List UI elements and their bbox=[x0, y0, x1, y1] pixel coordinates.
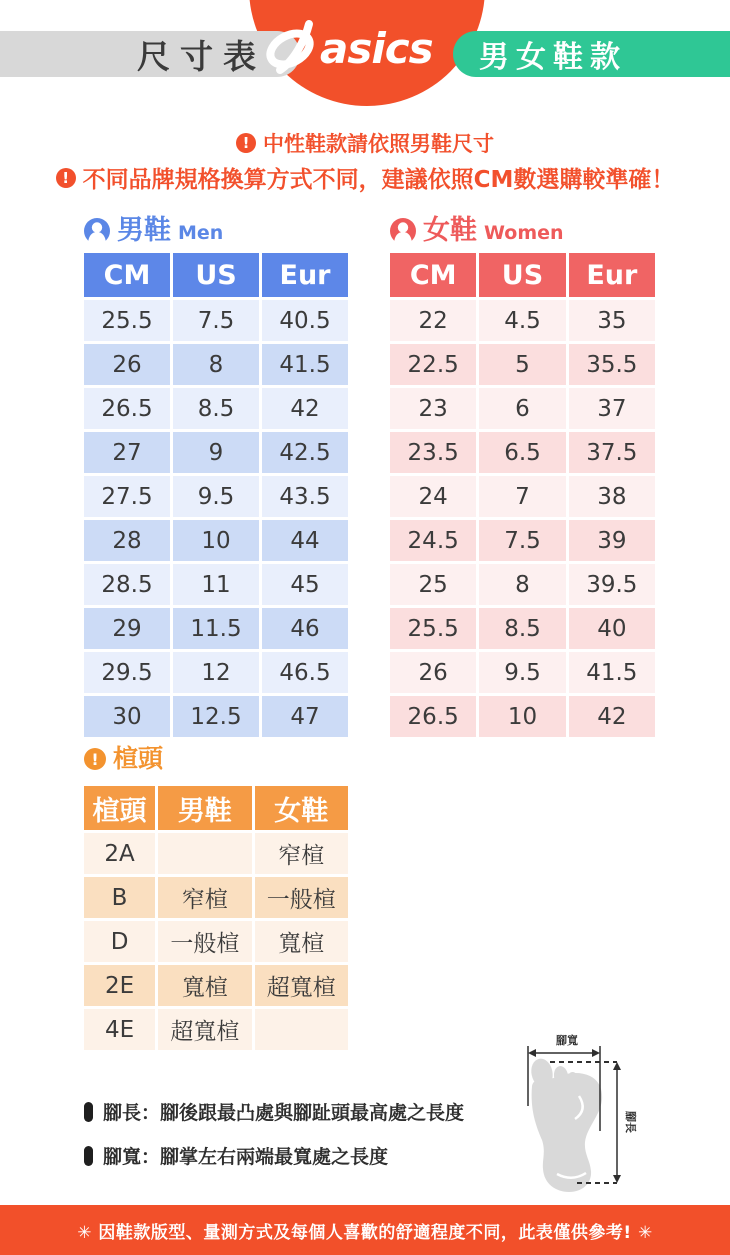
table-cell: 29 bbox=[84, 608, 170, 649]
table-cell: 超寬楦 bbox=[255, 965, 348, 1006]
table-cell: 26 bbox=[390, 652, 476, 693]
table-cell: 29.5 bbox=[84, 652, 170, 693]
table-row bbox=[84, 564, 348, 605]
women-title-zh: 女鞋 bbox=[423, 215, 477, 246]
table-cell: 窄楦 bbox=[255, 833, 348, 874]
table-cell: 8.5 bbox=[479, 608, 565, 649]
table-row bbox=[84, 1009, 348, 1050]
exclamation-icon: ! bbox=[84, 748, 106, 770]
table-cell: 11 bbox=[173, 564, 259, 605]
men-title-zh: 男鞋 bbox=[117, 215, 171, 246]
table-cell: 12 bbox=[173, 652, 259, 693]
table-row bbox=[390, 520, 655, 561]
table-header-row bbox=[390, 253, 655, 297]
foot-length-note bbox=[84, 1098, 464, 1125]
table-row bbox=[390, 608, 655, 649]
table-cell: 42 bbox=[569, 696, 655, 737]
column-header: 男鞋 bbox=[158, 786, 251, 830]
length-label: 腳長 bbox=[624, 1111, 637, 1133]
table-row bbox=[390, 652, 655, 693]
table-cell: 35 bbox=[569, 300, 655, 341]
table-cell: 25 bbox=[390, 564, 476, 605]
table-row bbox=[390, 300, 655, 341]
men-section-title bbox=[84, 215, 224, 246]
table-cell: 25.5 bbox=[390, 608, 476, 649]
table-row bbox=[84, 877, 348, 918]
table-header-row bbox=[84, 786, 348, 830]
asics-spiral-icon bbox=[265, 24, 315, 71]
table-row bbox=[84, 520, 348, 561]
table-cell: 26 bbox=[84, 344, 170, 385]
table-row bbox=[84, 696, 348, 737]
table-cell: 37.5 bbox=[569, 432, 655, 473]
table-cell: 8 bbox=[173, 344, 259, 385]
table-cell: 一般楦 bbox=[158, 921, 251, 962]
table-header-row bbox=[84, 253, 348, 297]
exclamation-icon: ! bbox=[56, 168, 76, 188]
table-cell: 超寬楦 bbox=[158, 1009, 251, 1050]
table-cell: 40 bbox=[569, 608, 655, 649]
table-cell: 27.5 bbox=[84, 476, 170, 517]
table-cell: 22.5 bbox=[390, 344, 476, 385]
mens-size-table bbox=[81, 250, 351, 740]
table-cell: 42.5 bbox=[262, 432, 348, 473]
arrowhead-right bbox=[592, 1049, 600, 1057]
person-icon bbox=[84, 218, 110, 244]
table-cell: 39 bbox=[569, 520, 655, 561]
women-title-en: Women bbox=[484, 222, 564, 244]
table-cell: B bbox=[84, 877, 155, 918]
table-cell: 8 bbox=[479, 564, 565, 605]
bullet-icon bbox=[84, 1146, 93, 1166]
column-header: 女鞋 bbox=[255, 786, 348, 830]
footprint-icon bbox=[529, 1057, 602, 1192]
table-cell: 窄楦 bbox=[158, 877, 251, 918]
table-cell bbox=[255, 1009, 348, 1050]
column-header: Eur bbox=[262, 253, 348, 297]
table-cell: 10 bbox=[479, 696, 565, 737]
table-cell: 9 bbox=[173, 432, 259, 473]
notice-brand-conversion bbox=[0, 161, 730, 194]
column-header: US bbox=[173, 253, 259, 297]
table-cell: 一般楦 bbox=[255, 877, 348, 918]
bullet-icon bbox=[84, 1102, 93, 1122]
foot-width-note bbox=[84, 1142, 388, 1169]
size-chart-title: 尺寸表 bbox=[137, 36, 266, 76]
notice-text: 中性鞋款請依照男鞋尺寸 bbox=[263, 132, 494, 156]
table-cell: 22 bbox=[390, 300, 476, 341]
arrowhead-up bbox=[613, 1062, 621, 1070]
column-header: CM bbox=[84, 253, 170, 297]
column-header: Eur bbox=[569, 253, 655, 297]
table-row bbox=[390, 432, 655, 473]
table-cell: 46 bbox=[262, 608, 348, 649]
table-cell: 9.5 bbox=[173, 476, 259, 517]
table-cell: 38 bbox=[569, 476, 655, 517]
table-cell: 4.5 bbox=[479, 300, 565, 341]
table-cell: 42 bbox=[262, 388, 348, 429]
exclamation-icon: ! bbox=[236, 133, 256, 153]
table-cell: 26.5 bbox=[84, 388, 170, 429]
footer-disclaimer-text: ✳ 因鞋款版型、量測方式及每個人喜歡的舒適程度不同，此表僅供參考! ✳ bbox=[77, 1222, 653, 1243]
last-width-table bbox=[81, 783, 351, 1053]
women-section-title bbox=[390, 215, 564, 246]
table-cell: 7 bbox=[479, 476, 565, 517]
table-cell: 39.5 bbox=[569, 564, 655, 605]
table-row bbox=[84, 921, 348, 962]
table-cell: 12.5 bbox=[173, 696, 259, 737]
table-cell: 9.5 bbox=[479, 652, 565, 693]
category-label: 男女鞋款 bbox=[479, 40, 627, 75]
table-cell bbox=[158, 833, 251, 874]
table-row bbox=[390, 344, 655, 385]
table-row bbox=[84, 652, 348, 693]
width-label: 腳寬 bbox=[556, 1034, 578, 1047]
table-cell: 45 bbox=[262, 564, 348, 605]
table-cell: 5 bbox=[479, 344, 565, 385]
footer-disclaimer-bar bbox=[0, 1205, 730, 1255]
asics-wordmark: asics bbox=[320, 24, 433, 73]
table-cell: 24 bbox=[390, 476, 476, 517]
table-cell: 11.5 bbox=[173, 608, 259, 649]
table-cell: 28 bbox=[84, 520, 170, 561]
table-cell: 41.5 bbox=[569, 652, 655, 693]
table-row bbox=[390, 564, 655, 605]
last-title-zh: 楦頭 bbox=[113, 744, 164, 773]
table-cell: 35.5 bbox=[569, 344, 655, 385]
table-cell: 寬楦 bbox=[255, 921, 348, 962]
foot-length-text: 腳長：腳後跟最凸處與腳趾頭最高處之長度 bbox=[103, 1102, 465, 1124]
table-cell: 8.5 bbox=[173, 388, 259, 429]
table-cell: 4E bbox=[84, 1009, 155, 1050]
size-chart-title-pill bbox=[0, 31, 300, 77]
last-section-title bbox=[84, 746, 163, 772]
table-cell: 28.5 bbox=[84, 564, 170, 605]
table-row bbox=[84, 833, 348, 874]
arrowhead-left bbox=[528, 1049, 536, 1057]
table-cell: D bbox=[84, 921, 155, 962]
table-row bbox=[84, 300, 348, 341]
table-cell: 30 bbox=[84, 696, 170, 737]
table-cell: 44 bbox=[262, 520, 348, 561]
table-cell: 寬楦 bbox=[158, 965, 251, 1006]
table-cell: 23.5 bbox=[390, 432, 476, 473]
table-cell: 40.5 bbox=[262, 300, 348, 341]
column-header: CM bbox=[390, 253, 476, 297]
column-header: 楦頭 bbox=[84, 786, 155, 830]
person-icon bbox=[390, 218, 416, 244]
asics-logo bbox=[262, 16, 472, 78]
table-cell: 7.5 bbox=[479, 520, 565, 561]
table-row bbox=[84, 388, 348, 429]
notice-text: 不同品牌規格換算方式不同，建議依照CM數選購較準確！ bbox=[82, 167, 675, 193]
table-cell: 47 bbox=[262, 696, 348, 737]
notice-neutral-shoes bbox=[0, 128, 730, 158]
table-row bbox=[390, 476, 655, 517]
womens-size-table bbox=[387, 250, 658, 740]
arrowhead-down bbox=[613, 1175, 621, 1183]
column-header: US bbox=[479, 253, 565, 297]
table-row bbox=[390, 696, 655, 737]
table-cell: 24.5 bbox=[390, 520, 476, 561]
table-cell: 25.5 bbox=[84, 300, 170, 341]
table-row bbox=[84, 344, 348, 385]
table-row bbox=[390, 388, 655, 429]
table-row bbox=[84, 965, 348, 1006]
table-row bbox=[84, 608, 348, 649]
table-row bbox=[84, 432, 348, 473]
table-cell: 46.5 bbox=[262, 652, 348, 693]
table-cell: 26.5 bbox=[390, 696, 476, 737]
table-cell: 27 bbox=[84, 432, 170, 473]
table-cell: 2E bbox=[84, 965, 155, 1006]
foot-width-text: 腳寬：腳掌左右兩端最寬處之長度 bbox=[103, 1146, 389, 1168]
table-cell: 2A bbox=[84, 833, 155, 874]
table-cell: 6 bbox=[479, 388, 565, 429]
table-cell: 37 bbox=[569, 388, 655, 429]
men-title-en: Men bbox=[178, 222, 224, 244]
category-pill bbox=[453, 31, 730, 77]
table-cell: 23 bbox=[390, 388, 476, 429]
foot-measure-diagram bbox=[515, 1026, 660, 1198]
table-cell: 10 bbox=[173, 520, 259, 561]
table-cell: 41.5 bbox=[262, 344, 348, 385]
table-cell: 43.5 bbox=[262, 476, 348, 517]
table-cell: 7.5 bbox=[173, 300, 259, 341]
table-row bbox=[84, 476, 348, 517]
table-cell: 6.5 bbox=[479, 432, 565, 473]
